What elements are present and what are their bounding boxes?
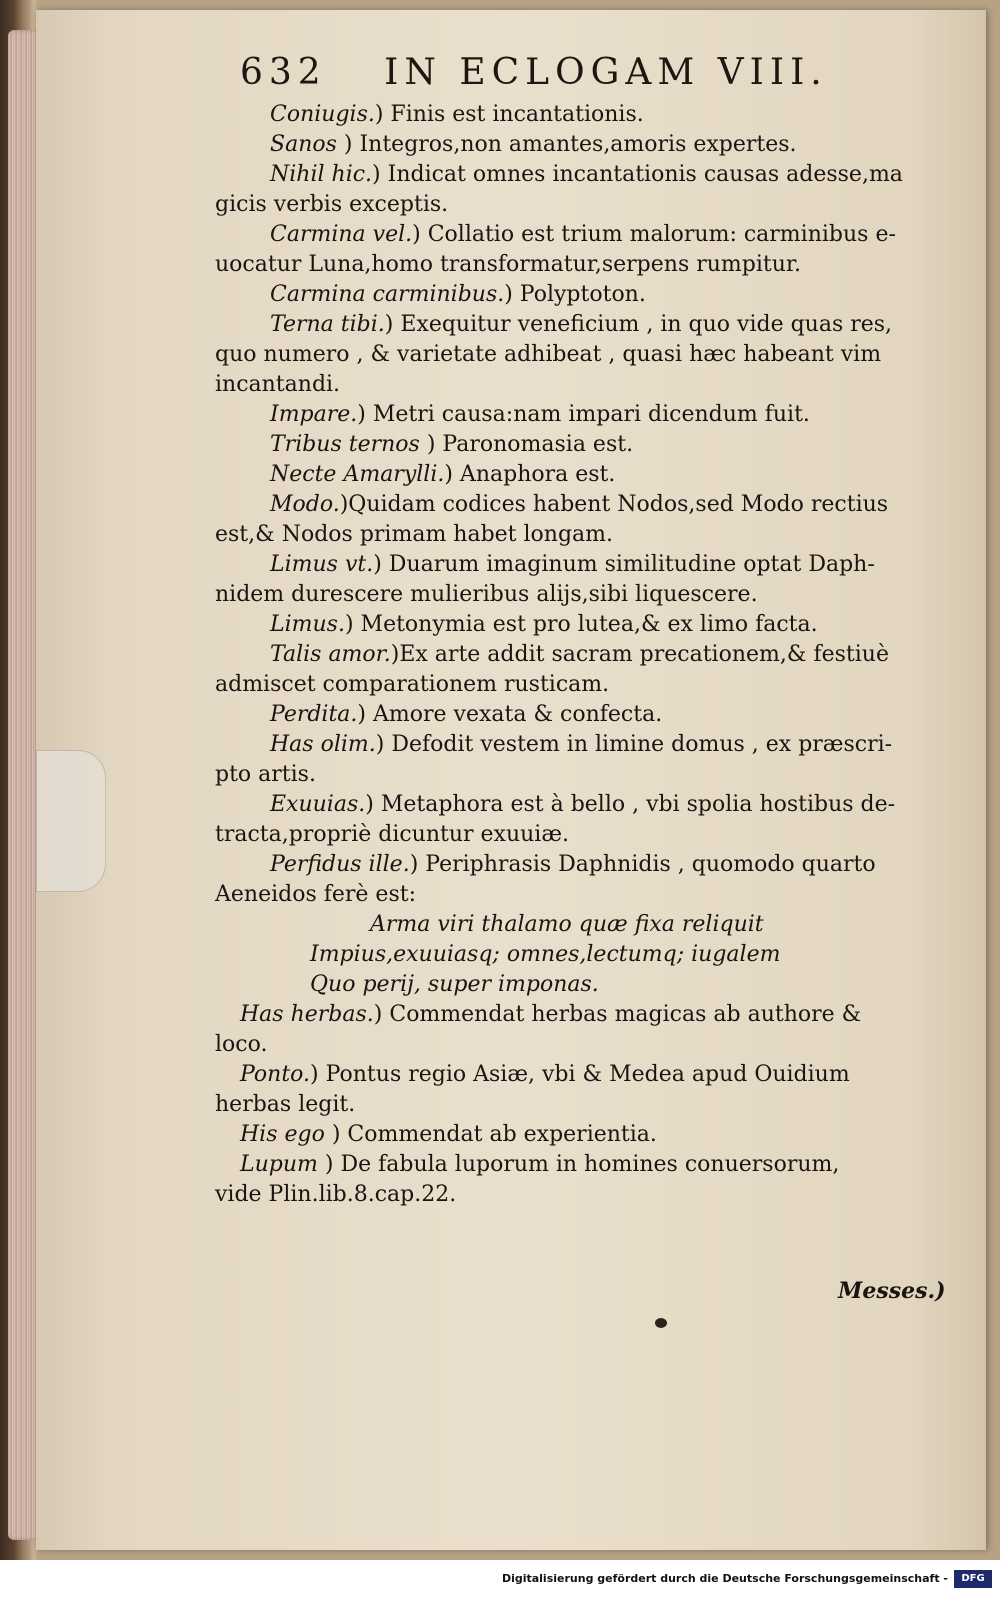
page-clip <box>36 750 106 892</box>
line-text: )Ex arte addit sacram precationem,& festiuè <box>390 642 889 667</box>
lemma: Perdita. <box>270 702 358 727</box>
verse-line: Arma viri thalamo quæ fixa reliquit <box>370 912 764 937</box>
text-line <box>215 1120 955 1150</box>
line-text: ) Anaphora est. <box>444 462 616 487</box>
text-line <box>215 760 955 790</box>
lemma: Perfidus ille. <box>270 852 410 877</box>
text-line <box>215 550 955 580</box>
text-line <box>215 730 955 760</box>
line-text: quo numero , & varietate adhibeat , quasi hæc habeant vim <box>215 342 882 367</box>
line-text: admiscet comparationem rusticam. <box>215 672 610 697</box>
text-line <box>215 280 955 310</box>
line-text: herbas legit. <box>215 1092 356 1117</box>
lemma: Impare. <box>270 402 358 427</box>
footer-credit: Digitalisierung gefördert durch die Deutsche Forschungsgemeinschaft - <box>501 1572 948 1585</box>
lemma: Carmina vel. <box>270 222 413 247</box>
line-text: ) Finis est incantationis. <box>374 102 644 127</box>
lemma: Ponto. <box>240 1062 311 1087</box>
line-text: ) Defodit vestem in limine domus , ex præscri- <box>375 732 893 757</box>
text-line <box>215 670 955 700</box>
text-line <box>215 1180 955 1210</box>
text-line <box>215 250 955 280</box>
text-line <box>215 160 955 190</box>
line-text: ) Polyptoton. <box>504 282 646 307</box>
line-text: tracta,propriè dicuntur exuuiæ. <box>215 822 570 847</box>
line-text: )Quidam codices habent Nodos,sed Modo rectius <box>339 492 889 517</box>
verse-line: Quo perij, super imponas. <box>310 972 599 997</box>
lemma: Nihil hic. <box>270 162 373 187</box>
line-text: ) Metri causa:nam impari dicendum fuit. <box>357 402 810 427</box>
text-line <box>215 640 955 670</box>
text-line <box>215 820 955 850</box>
line-text: incantandi. <box>215 372 341 397</box>
lemma: Limus. <box>270 612 345 637</box>
text-line <box>215 520 955 550</box>
printer-mark <box>655 1318 667 1328</box>
line-text: ) Duarum imaginum similitudine optat Daph- <box>373 552 875 577</box>
line-text: ) De fabula luporum in homines conuersorum, <box>317 1152 840 1177</box>
lemma: Lupum <box>240 1152 318 1177</box>
text-line <box>215 1090 955 1120</box>
text-line <box>215 370 955 400</box>
lemma: Sanos <box>270 132 337 157</box>
line-text: Aeneidos ferè est: <box>215 882 416 907</box>
line-text: ) Commendat herbas magicas ab authore & <box>373 1002 862 1027</box>
line-text: ) Integros,non amantes,amoris expertes. <box>336 132 797 157</box>
line-text: pto artis. <box>215 762 316 787</box>
line-text: nidem durescere mulieribus alijs,sibi liquescere. <box>215 582 758 607</box>
text-line <box>215 100 955 130</box>
text-line <box>215 310 955 340</box>
lemma: Terna tibi. <box>270 312 385 337</box>
line-text: ) Exequitur veneficium , in quo vide quas res, <box>384 312 893 337</box>
line-text: gicis verbis exceptis. <box>215 192 449 217</box>
lemma: Carmina carminibus. <box>270 282 505 307</box>
text-line <box>215 400 955 430</box>
text-line <box>215 340 955 370</box>
commentary-text <box>215 100 955 1210</box>
text-line <box>215 430 955 460</box>
text-line <box>215 1000 955 1030</box>
footer-bar <box>0 1560 1000 1599</box>
text-line <box>215 1060 955 1090</box>
line-text: ) Periphrasis Daphnidis , quomodo quarto <box>409 852 876 877</box>
line-text: loco. <box>215 1032 268 1057</box>
line-text: ) Metaphora est à bello , vbi spolia hostibus de- <box>365 792 896 817</box>
catchword: Messes.) <box>838 1278 946 1304</box>
text-line <box>215 610 955 640</box>
text-line <box>215 190 955 220</box>
line-text: uocatur Luna,homo transformatur,serpens rumpitur. <box>215 252 802 277</box>
text-line <box>215 1150 955 1180</box>
text-line <box>215 130 955 160</box>
line-text: ) Collatio est trium malorum: carminibus e- <box>412 222 896 247</box>
line-text: vide Plin.lib.8.cap.22. <box>215 1182 457 1207</box>
lemma: Has olim. <box>270 732 376 757</box>
text-line <box>215 700 955 730</box>
lemma: Tribus ternos <box>270 432 420 457</box>
line-text: ) Metonymia est pro lutea,& ex limo facta. <box>344 612 818 637</box>
lemma: Has herbas. <box>240 1002 374 1027</box>
verse-line: Impius,exuuiasq; omnes,lectumq; iugalem <box>310 942 781 967</box>
lemma: Coniugis. <box>270 102 375 127</box>
line-text: ) Pontus regio Asiæ, vbi & Medea apud Ouidium <box>310 1062 850 1087</box>
text-line <box>215 1030 955 1060</box>
line-text: ) Amore vexata & confecta. <box>357 702 663 727</box>
text-line <box>215 490 955 520</box>
lemma: Talis amor. <box>270 642 391 667</box>
lemma: Necte Amarylli. <box>270 462 445 487</box>
lemma: Exuuias. <box>270 792 366 817</box>
text-line <box>215 790 955 820</box>
running-title: IN ECLOGAM VIII. <box>384 52 828 93</box>
line-text: ) Paronomasia est. <box>419 432 634 457</box>
line-text: est,& Nodos primam habet longam. <box>215 522 614 547</box>
dfg-logo: DFG <box>954 1570 992 1588</box>
text-line <box>215 460 955 490</box>
text-line <box>215 880 955 910</box>
text-line <box>215 850 955 880</box>
line-text: ) Commendat ab experientia. <box>324 1122 657 1147</box>
page-number: 632 <box>240 52 327 93</box>
line-text: ) Indicat omnes incantationis causas adesse,ma <box>372 162 903 187</box>
running-header <box>240 52 840 102</box>
lemma: Modo. <box>270 492 340 517</box>
lemma: His ego <box>240 1122 325 1147</box>
lemma: Limus vt. <box>270 552 374 577</box>
text-line <box>215 580 955 610</box>
text-line <box>215 220 955 250</box>
